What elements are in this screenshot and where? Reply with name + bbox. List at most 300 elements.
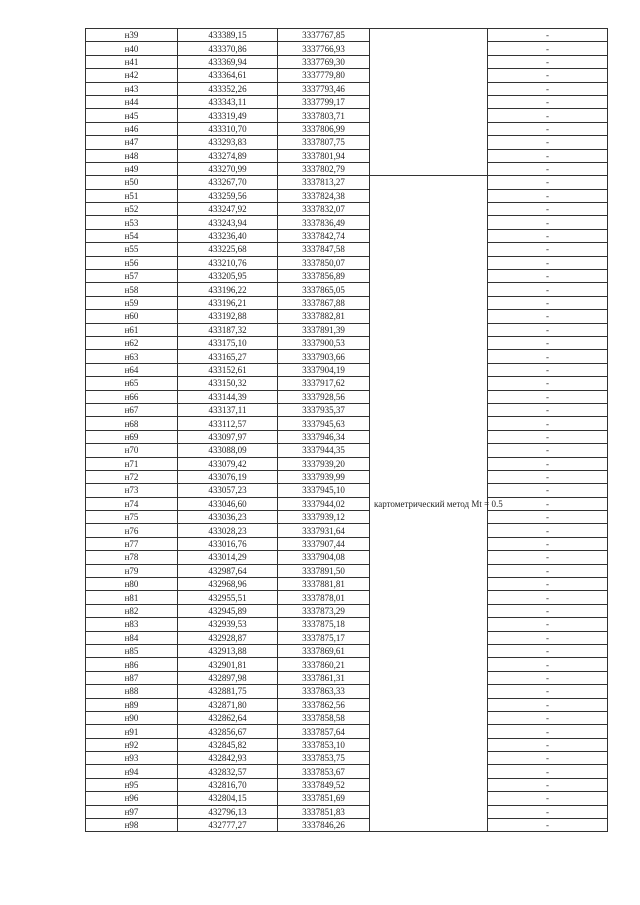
x-coordinate-cell: 433165,27 [178,350,278,363]
x-coordinate-cell: 432871,80 [178,698,278,711]
point-number-cell: н39 [86,29,178,42]
table-row [86,711,608,724]
y-coordinate-cell: 3337850,07 [278,256,370,269]
x-coordinate-cell: 432842,93 [178,752,278,765]
note-cell: - [488,511,608,524]
point-number-cell: н92 [86,738,178,751]
x-coordinate-cell: 433152,61 [178,363,278,376]
note-cell: - [488,336,608,349]
point-number-cell: н50 [86,176,178,189]
table-row [86,484,608,497]
y-coordinate-cell: 3337935,37 [278,403,370,416]
note-cell: - [488,417,608,430]
x-coordinate-cell: 433016,76 [178,537,278,550]
table-row [86,765,608,778]
note-cell: - [488,564,608,577]
note-cell: - [488,149,608,162]
note-cell: - [488,189,608,202]
y-coordinate-cell: 3337939,12 [278,511,370,524]
table-row [86,109,608,122]
table-row [86,537,608,550]
note-cell: - [488,551,608,564]
point-number-cell: н63 [86,350,178,363]
y-coordinate-cell: 3337917,62 [278,377,370,390]
note-cell: - [488,698,608,711]
table-row [86,42,608,55]
point-number-cell: н45 [86,109,178,122]
table-row [86,658,608,671]
note-cell: - [488,792,608,805]
point-number-cell: н42 [86,69,178,82]
y-coordinate-cell: 3337799,17 [278,95,370,108]
x-coordinate-cell: 432945,89 [178,604,278,617]
y-coordinate-cell: 3337813,27 [278,176,370,189]
table-row [86,698,608,711]
table-row [86,136,608,149]
point-number-cell: н94 [86,765,178,778]
y-coordinate-cell: 3337860,21 [278,658,370,671]
method-cell [370,29,488,176]
note-cell: - [488,497,608,510]
point-number-cell: н73 [86,484,178,497]
y-coordinate-cell: 3337849,52 [278,778,370,791]
x-coordinate-cell: 432928,87 [178,631,278,644]
note-cell: - [488,229,608,242]
note-cell: - [488,444,608,457]
point-number-cell: н49 [86,162,178,175]
note-cell: - [488,752,608,765]
x-coordinate-cell: 432845,82 [178,738,278,751]
y-coordinate-cell: 3337851,83 [278,805,370,818]
note-cell: - [488,296,608,309]
point-number-cell: н70 [86,444,178,457]
x-coordinate-cell: 433364,61 [178,69,278,82]
point-number-cell: н89 [86,698,178,711]
x-coordinate-cell: 433144,39 [178,390,278,403]
note-cell: - [488,82,608,95]
point-number-cell: н75 [86,511,178,524]
table-row [86,203,608,216]
point-number-cell: н80 [86,578,178,591]
note-cell: - [488,725,608,738]
point-number-cell: н77 [86,537,178,550]
table-row [86,256,608,269]
point-number-cell: н47 [86,136,178,149]
x-coordinate-cell: 433343,11 [178,95,278,108]
point-number-cell: н93 [86,752,178,765]
point-number-cell: н91 [86,725,178,738]
y-coordinate-cell: 3337931,64 [278,524,370,537]
y-coordinate-cell: 3337862,56 [278,698,370,711]
table-row [86,685,608,698]
table-row [86,511,608,524]
y-coordinate-cell: 3337939,99 [278,470,370,483]
point-number-cell: н78 [86,551,178,564]
table-row [86,591,608,604]
point-number-cell: н90 [86,711,178,724]
y-coordinate-cell: 3337842,74 [278,229,370,242]
table-row [86,671,608,684]
point-number-cell: н67 [86,403,178,416]
y-coordinate-cell: 3337779,80 [278,69,370,82]
table-row [86,457,608,470]
point-number-cell: н57 [86,270,178,283]
point-number-cell: н53 [86,216,178,229]
x-coordinate-cell: 433225,68 [178,243,278,256]
y-coordinate-cell: 3337847,58 [278,243,370,256]
point-number-cell: н54 [86,229,178,242]
note-cell: - [488,310,608,323]
y-coordinate-cell: 3337873,29 [278,604,370,617]
x-coordinate-cell: 433205,95 [178,270,278,283]
note-cell: - [488,671,608,684]
table-row [86,524,608,537]
y-coordinate-cell: 3337801,94 [278,149,370,162]
note-cell: - [488,203,608,216]
x-coordinate-cell: 433370,86 [178,42,278,55]
table-row [86,430,608,443]
table-row [86,283,608,296]
y-coordinate-cell: 3337944,02 [278,497,370,510]
note-cell: - [488,738,608,751]
x-coordinate-cell: 433369,94 [178,55,278,68]
point-number-cell: н84 [86,631,178,644]
table-row [86,631,608,644]
point-number-cell: н48 [86,149,178,162]
point-number-cell: н95 [86,778,178,791]
y-coordinate-cell: 3337863,33 [278,685,370,698]
x-coordinate-cell: 433310,70 [178,122,278,135]
x-coordinate-cell: 433046,60 [178,497,278,510]
table-row [86,149,608,162]
y-coordinate-cell: 3337769,30 [278,55,370,68]
table-row [86,551,608,564]
y-coordinate-cell: 3337903,66 [278,350,370,363]
y-coordinate-cell: 3337806,99 [278,122,370,135]
table-row [86,444,608,457]
note-cell: - [488,591,608,604]
x-coordinate-cell: 433097,97 [178,430,278,443]
point-number-cell: н41 [86,55,178,68]
point-number-cell: н69 [86,430,178,443]
y-coordinate-cell: 3337836,49 [278,216,370,229]
x-coordinate-cell: 433236,40 [178,229,278,242]
note-cell: - [488,256,608,269]
x-coordinate-cell: 433014,29 [178,551,278,564]
x-coordinate-cell: 433247,92 [178,203,278,216]
y-coordinate-cell: 3337945,10 [278,484,370,497]
point-number-cell: н40 [86,42,178,55]
table-row [86,29,608,42]
note-cell: - [488,537,608,550]
table-row [86,229,608,242]
note-cell: - [488,819,608,832]
table-row [86,82,608,95]
y-coordinate-cell: 3337803,71 [278,109,370,122]
y-coordinate-cell: 3337946,34 [278,430,370,443]
y-coordinate-cell: 3337851,69 [278,792,370,805]
table-row [86,363,608,376]
point-number-cell: н88 [86,685,178,698]
point-number-cell: н61 [86,323,178,336]
x-coordinate-cell: 432856,67 [178,725,278,738]
y-coordinate-cell: 3337891,50 [278,564,370,577]
table-row [86,778,608,791]
x-coordinate-cell: 432897,98 [178,671,278,684]
point-number-cell: н65 [86,377,178,390]
note-cell: - [488,430,608,443]
y-coordinate-cell: 3337853,10 [278,738,370,751]
note-cell: - [488,644,608,657]
note-cell: - [488,270,608,283]
table-row [86,122,608,135]
note-cell: - [488,403,608,416]
x-coordinate-cell: 433112,57 [178,417,278,430]
y-coordinate-cell: 3337881,81 [278,578,370,591]
x-coordinate-cell: 433175,10 [178,336,278,349]
x-coordinate-cell: 432939,53 [178,618,278,631]
table-row [86,243,608,256]
table-row [86,618,608,631]
note-cell: - [488,55,608,68]
x-coordinate-cell: 433137,11 [178,403,278,416]
note-cell: - [488,243,608,256]
table-row [86,578,608,591]
point-number-cell: н98 [86,819,178,832]
point-number-cell: н51 [86,189,178,202]
x-coordinate-cell: 432881,75 [178,685,278,698]
y-coordinate-cell: 3337853,67 [278,765,370,778]
y-coordinate-cell: 3337939,20 [278,457,370,470]
x-coordinate-cell: 433270,99 [178,162,278,175]
note-cell: - [488,457,608,470]
note-cell: - [488,350,608,363]
point-number-cell: н68 [86,417,178,430]
point-number-cell: н96 [86,792,178,805]
table-row [86,162,608,175]
point-number-cell: н64 [86,363,178,376]
y-coordinate-cell: 3337802,79 [278,162,370,175]
note-cell: - [488,216,608,229]
point-number-cell: н66 [86,390,178,403]
table-row [86,403,608,416]
note-cell: - [488,29,608,42]
note-cell: - [488,685,608,698]
note-cell: - [488,524,608,537]
x-coordinate-cell: 433150,32 [178,377,278,390]
point-number-cell: н74 [86,497,178,510]
table-row [86,725,608,738]
x-coordinate-cell: 433319,49 [178,109,278,122]
table-row [86,270,608,283]
y-coordinate-cell: 3337878,01 [278,591,370,604]
point-number-cell: н62 [86,336,178,349]
y-coordinate-cell: 3337767,85 [278,29,370,42]
point-number-cell: н76 [86,524,178,537]
y-coordinate-cell: 3337858,58 [278,711,370,724]
point-number-cell: н82 [86,604,178,617]
table-row [86,350,608,363]
point-number-cell: н60 [86,310,178,323]
table-row [86,216,608,229]
x-coordinate-cell: 432913,88 [178,644,278,657]
point-number-cell: н72 [86,470,178,483]
note-cell: - [488,363,608,376]
table-row [86,189,608,202]
table-row [86,792,608,805]
note-cell: - [488,604,608,617]
x-coordinate-cell: 433210,76 [178,256,278,269]
x-coordinate-cell: 433192,88 [178,310,278,323]
y-coordinate-cell: 3337824,38 [278,189,370,202]
y-coordinate-cell: 3337900,53 [278,336,370,349]
note-cell: - [488,69,608,82]
note-cell: - [488,95,608,108]
point-number-cell: н83 [86,618,178,631]
note-cell: - [488,631,608,644]
x-coordinate-cell: 432987,64 [178,564,278,577]
table-row [86,336,608,349]
note-cell: - [488,109,608,122]
point-number-cell: н58 [86,283,178,296]
y-coordinate-cell: 3337807,75 [278,136,370,149]
x-coordinate-cell: 432901,81 [178,658,278,671]
y-coordinate-cell: 3337867,88 [278,296,370,309]
y-coordinate-cell: 3337861,31 [278,671,370,684]
y-coordinate-cell: 3337891,39 [278,323,370,336]
point-number-cell: н71 [86,457,178,470]
table-row [86,805,608,818]
table-row [86,55,608,68]
y-coordinate-cell: 3337882,81 [278,310,370,323]
y-coordinate-cell: 3337928,56 [278,390,370,403]
table-row [86,564,608,577]
y-coordinate-cell: 3337945,63 [278,417,370,430]
coordinates-table [85,28,608,832]
table-row [86,323,608,336]
note-cell: - [488,390,608,403]
x-coordinate-cell: 433036,23 [178,511,278,524]
coordinates-table-body [86,29,608,832]
table-row [86,310,608,323]
point-number-cell: н56 [86,256,178,269]
point-number-cell: н59 [86,296,178,309]
table-row [86,377,608,390]
point-number-cell: н44 [86,95,178,108]
x-coordinate-cell: 433196,22 [178,283,278,296]
y-coordinate-cell: 3337832,07 [278,203,370,216]
y-coordinate-cell: 3337944,35 [278,444,370,457]
x-coordinate-cell: 433293,83 [178,136,278,149]
table-row [86,296,608,309]
table-row [86,176,608,189]
point-number-cell: н79 [86,564,178,577]
x-coordinate-cell: 433057,23 [178,484,278,497]
point-number-cell: н97 [86,805,178,818]
y-coordinate-cell: 3337857,64 [278,725,370,738]
table-row [86,644,608,657]
note-cell: - [488,283,608,296]
point-number-cell: н55 [86,243,178,256]
x-coordinate-cell: 433028,23 [178,524,278,537]
note-cell: - [488,484,608,497]
x-coordinate-cell: 432968,96 [178,578,278,591]
x-coordinate-cell: 432804,15 [178,792,278,805]
y-coordinate-cell: 3337853,75 [278,752,370,765]
x-coordinate-cell: 433088,09 [178,444,278,457]
y-coordinate-cell: 3337856,89 [278,270,370,283]
point-number-cell: н86 [86,658,178,671]
x-coordinate-cell: 432862,64 [178,711,278,724]
table-row [86,738,608,751]
x-coordinate-cell: 432777,27 [178,819,278,832]
note-cell: - [488,176,608,189]
x-coordinate-cell: 433079,42 [178,457,278,470]
method-text: картометрический метод Mt = 0.5 [374,498,503,509]
x-coordinate-cell: 433187,32 [178,323,278,336]
x-coordinate-cell: 433196,21 [178,296,278,309]
point-number-cell: н46 [86,122,178,135]
table-row [86,819,608,832]
note-cell: - [488,658,608,671]
y-coordinate-cell: 3337875,17 [278,631,370,644]
note-cell: - [488,162,608,175]
point-number-cell: н43 [86,82,178,95]
table-row [86,95,608,108]
table-row [86,604,608,617]
y-coordinate-cell: 3337869,61 [278,644,370,657]
note-cell: - [488,618,608,631]
note-cell: - [488,136,608,149]
point-number-cell: н81 [86,591,178,604]
point-number-cell: н87 [86,671,178,684]
note-cell: - [488,42,608,55]
table-row [86,417,608,430]
y-coordinate-cell: 3337846,26 [278,819,370,832]
x-coordinate-cell: 433259,56 [178,189,278,202]
x-coordinate-cell: 432816,70 [178,778,278,791]
y-coordinate-cell: 3337766,93 [278,42,370,55]
note-cell: - [488,470,608,483]
y-coordinate-cell: 3337907,44 [278,537,370,550]
note-cell: - [488,765,608,778]
y-coordinate-cell: 3337865,05 [278,283,370,296]
note-cell: - [488,805,608,818]
table-row [86,390,608,403]
coordinates-page [85,28,607,832]
x-coordinate-cell: 433267,70 [178,176,278,189]
note-cell: - [488,377,608,390]
table-row [86,470,608,483]
table-row [86,69,608,82]
y-coordinate-cell: 3337875,18 [278,618,370,631]
point-number-cell: н85 [86,644,178,657]
note-cell: - [488,711,608,724]
note-cell: - [488,778,608,791]
note-cell: - [488,578,608,591]
x-coordinate-cell: 433274,89 [178,149,278,162]
note-cell: - [488,323,608,336]
table-row [86,497,608,510]
y-coordinate-cell: 3337904,08 [278,551,370,564]
y-coordinate-cell: 3337904,19 [278,363,370,376]
y-coordinate-cell: 3337793,46 [278,82,370,95]
x-coordinate-cell: 433076,19 [178,470,278,483]
note-cell: - [488,122,608,135]
x-coordinate-cell: 432832,57 [178,765,278,778]
x-coordinate-cell: 433352,26 [178,82,278,95]
x-coordinate-cell: 432955,51 [178,591,278,604]
